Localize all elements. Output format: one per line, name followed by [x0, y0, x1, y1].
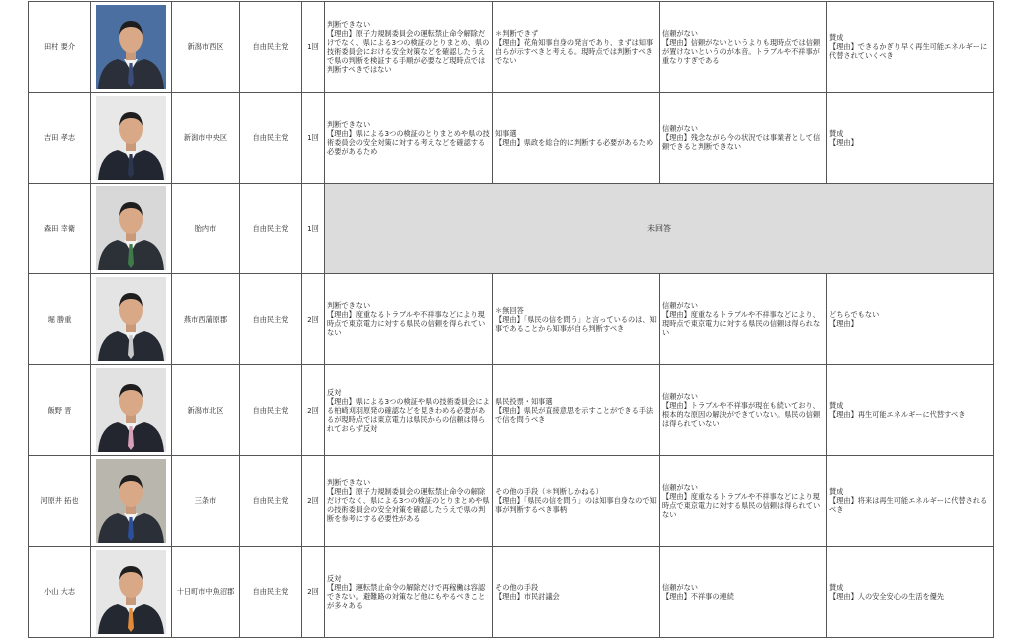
answer-renewable-energy [827, 365, 994, 456]
candidate-name [29, 2, 91, 93]
candidate-district [172, 546, 240, 637]
answer-renewable-energy-text: 賛成 【理由】 [829, 128, 858, 147]
candidate-terms-text: 2回 [307, 496, 319, 506]
candidate-terms-text: 1回 [307, 42, 319, 52]
answer-renewable-energy-text: 賛成 【理由】将来は再生可能エネルギーに代替されるべき [829, 487, 988, 515]
answer-renewable-energy [827, 2, 994, 93]
answer-confidence-method-text: その他の手段（＊判断しかねる） 【理由】「県民の信を問う」のは知事自身なので知事が判断するべき事柄 [495, 487, 657, 515]
answer-tepco-trust-text: 信頼がない 【理由】度重なるトラブルや不祥事などにより、現時点で東京電力に対する県民の信頼は得られない [662, 301, 821, 338]
unanswered-cell [325, 183, 994, 274]
answer-tepco-trust-text: 信頼がない 【理由】信頼がないというよりも現時点では信頼が置けないというのが本音。トラブルや不祥事が重なりすぎである [662, 28, 821, 65]
candidate-photo-cell [91, 546, 172, 637]
candidate-photo [96, 186, 166, 270]
answer-restart-judgment [325, 2, 493, 93]
answer-confidence-method [493, 92, 660, 183]
candidate-party-text: 自由民主党 [252, 587, 289, 597]
answer-confidence-method-text: 知事選 【理由】県政を総合的に判断する必要があるため [495, 128, 654, 147]
answer-renewable-energy [827, 455, 994, 546]
answer-restart-judgment [325, 92, 493, 183]
candidate-district-text: 三条市 [194, 496, 217, 506]
answer-restart-judgment [325, 274, 493, 365]
candidate-district-text: 新潟市西区 [187, 42, 224, 52]
candidate-terms [302, 274, 325, 365]
candidate-name [29, 365, 91, 456]
answer-restart-judgment-text: 判断できない 【理由】県による3つの検証のとりまとめや県の技術委員会の安全対策に対する考えなどを確認する必要があるため [327, 119, 490, 156]
answer-confidence-method [493, 455, 660, 546]
candidate-party-text: 自由民主党 [252, 496, 289, 506]
answer-restart-judgment-text: 判断できない 【理由】原子力規制委員会の運転禁止命令解除だけでなく、県による3つの検証のとりまとめ、県の技術委員会における安全対策などを確認したうえで県の判断を検証する手順が必要など現時点では判断すべきではない [327, 19, 490, 74]
candidate-photo [96, 368, 166, 452]
answer-renewable-energy [827, 546, 994, 637]
answer-tepco-trust [660, 2, 827, 93]
answer-tepco-trust [660, 365, 827, 456]
candidate-name [29, 274, 91, 365]
candidate-photo [96, 5, 166, 89]
answer-renewable-energy [827, 274, 994, 365]
candidate-party [240, 365, 302, 456]
candidate-name [29, 92, 91, 183]
candidate-survey-table [28, 1, 994, 638]
candidate-photo [96, 96, 166, 180]
candidate-terms [302, 92, 325, 183]
answer-confidence-method-text: ＊無回答 【理由】「県民の信を問う」と言っているのは、知事であることから知事が自ら判断すべき [495, 305, 657, 333]
answer-confidence-method-text: 県民投票・知事選 【理由】県民が直接意思を示すことができる手法で信を問うべき [495, 396, 654, 424]
table-row [29, 274, 994, 365]
candidate-name-text: 河原井 拓也 [40, 496, 79, 506]
candidate-terms-text: 2回 [307, 587, 319, 597]
answer-renewable-energy [827, 92, 994, 183]
candidate-photo-cell [91, 183, 172, 274]
answer-renewable-energy-text: 賛成 【理由】再生可能エネルギーに代替すべき [829, 401, 966, 420]
candidate-party-text: 自由民主党 [252, 405, 289, 415]
candidate-district [172, 455, 240, 546]
candidate-district [172, 274, 240, 365]
answer-renewable-energy-text: どちらでもない 【理由】 [829, 310, 880, 329]
candidate-district-text: 燕市西蒲原郡 [183, 314, 228, 324]
candidate-party [240, 2, 302, 93]
answer-confidence-method [493, 365, 660, 456]
candidate-photo-cell [91, 274, 172, 365]
candidate-name-text: 小山 大志 [43, 587, 76, 597]
candidate-party [240, 546, 302, 637]
candidate-party-text: 自由民主党 [252, 42, 289, 52]
candidate-party-text: 自由民主党 [252, 314, 289, 324]
answer-restart-judgment-text: 判断できない 【理由】度重なるトラブルや不祥事などにより現時点で東京電力に対する県民の信頼を得られていない [327, 301, 486, 338]
candidate-name-text: 飯野 晋 [47, 405, 72, 415]
candidate-party [240, 274, 302, 365]
answer-restart-judgment-text: 反対 【理由】県による3つの検証や県の技術委員会による柏崎刈羽原発の確認などを見きわめる必要があるが現時点では東京電力は県民からの信頼は得られておらず反対 [327, 387, 490, 433]
table-row [29, 2, 994, 93]
answer-restart-judgment [325, 365, 493, 456]
candidate-name [29, 455, 91, 546]
answer-tepco-trust-text: 信頼がない 【理由】度重なるトラブルや不祥事などにより現時点で東京電力に対する県民の信頼は得られていない [662, 482, 821, 519]
answer-renewable-energy-text: 賛成 【理由】できるかぎり早く再生可能エネルギーに代替されていくべき [829, 33, 988, 61]
candidate-name-text: 田村 要介 [43, 42, 76, 52]
candidate-party [240, 455, 302, 546]
candidate-district [172, 2, 240, 93]
candidate-terms-text: 2回 [307, 405, 319, 415]
candidate-terms-text: 2回 [307, 314, 319, 324]
table-row [29, 183, 994, 274]
answer-tepco-trust [660, 455, 827, 546]
answer-restart-judgment-text: 判断できない 【理由】原子力規制委員会の運転禁止命令の解除だけでなく、県による3つの検証のとりまとめや県の技術委員会の安全対策を確認したうえで県の判断を参考にする必要性がある [327, 478, 490, 524]
answer-confidence-method [493, 274, 660, 365]
candidate-photo [96, 550, 166, 634]
unanswered-cell-text: 未回答 [647, 223, 671, 233]
candidate-terms [302, 455, 325, 546]
candidate-terms [302, 183, 325, 274]
candidate-terms [302, 546, 325, 637]
candidate-photo [96, 459, 166, 543]
answer-confidence-method-text: ＊判断できず 【理由】花角知事自身の発言であり、まずは知事自らが示すべきと考える。現時点では判断すべきでない [495, 28, 654, 65]
candidate-name [29, 183, 91, 274]
table-row [29, 546, 994, 637]
answer-confidence-method-text: その他の手段 【理由】市民討議会 [495, 582, 560, 601]
candidate-name-text: 堀 勝重 [47, 314, 72, 324]
candidate-photo-cell [91, 2, 172, 93]
answer-tepco-trust-text: 信頼がない 【理由】残念ながら今の状況では事業者として信頼できると判断できない [662, 124, 821, 152]
answer-confidence-method [493, 2, 660, 93]
candidate-party [240, 92, 302, 183]
candidate-terms [302, 365, 325, 456]
table-row [29, 365, 994, 456]
candidate-party-text: 自由民主党 [252, 133, 289, 143]
candidate-party [240, 183, 302, 274]
answer-renewable-energy-text: 賛成 【理由】人の安全安心の生活を優先 [829, 582, 945, 601]
answer-tepco-trust [660, 92, 827, 183]
answer-tepco-trust-text: 信頼がない 【理由】不祥事の連続 [662, 582, 734, 601]
candidate-photo [96, 277, 166, 361]
table-row [29, 455, 994, 546]
candidate-name-text: 森田 幸衛 [43, 223, 76, 233]
candidate-district [172, 92, 240, 183]
candidate-district-text: 胎内市 [194, 223, 217, 233]
table-row [29, 92, 994, 183]
candidate-district-text: 新潟市北区 [187, 405, 224, 415]
answer-tepco-trust [660, 274, 827, 365]
candidate-name [29, 546, 91, 637]
candidate-party-text: 自由民主党 [252, 223, 289, 233]
answer-restart-judgment [325, 546, 493, 637]
candidate-district [172, 183, 240, 274]
candidate-photo-cell [91, 455, 172, 546]
answer-tepco-trust [660, 546, 827, 637]
candidate-district-text: 新潟市中央区 [183, 133, 228, 143]
answer-restart-judgment [325, 455, 493, 546]
candidate-photo-cell [91, 92, 172, 183]
candidate-terms [302, 2, 325, 93]
answer-restart-judgment-text: 反対 【理由】運転禁止命令の解除だけで再稼働は容認できない。避難路の対策など他にもやるべきことが多々ある [327, 573, 486, 610]
candidate-terms-text: 1回 [307, 133, 319, 143]
candidate-photo-cell [91, 365, 172, 456]
answer-tepco-trust-text: 信頼がない 【理由】トラブルや不祥事が現在も続いており、根本的な原因の解決ができていない。県民の信頼は得られていない [662, 392, 821, 429]
candidate-district-text: 十日町市中魚沼郡 [176, 587, 235, 597]
candidate-name-text: 吉田 孝志 [43, 133, 76, 143]
candidate-terms-text: 1回 [307, 223, 319, 233]
answer-confidence-method [493, 546, 660, 637]
candidate-district [172, 365, 240, 456]
